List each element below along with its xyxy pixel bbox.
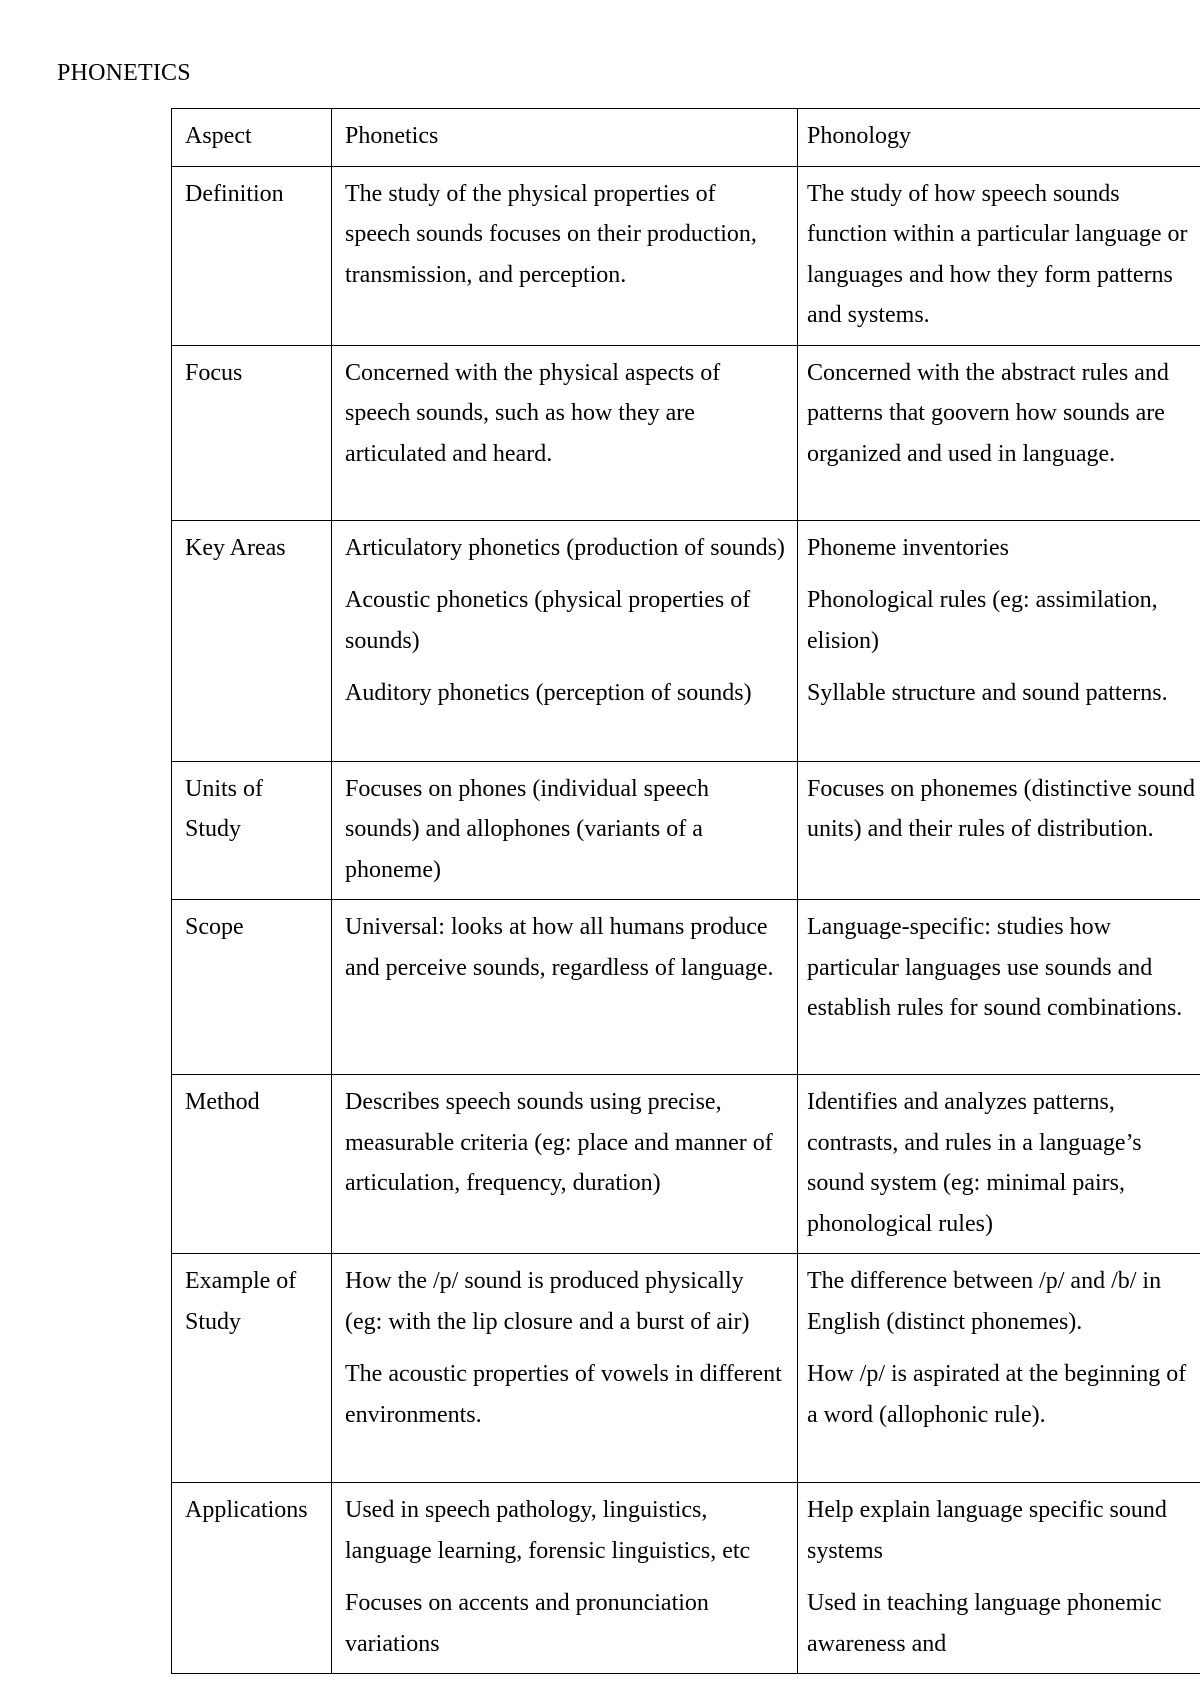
phonology-cell (798, 1075, 1200, 1254)
phonetics-cell (332, 520, 798, 761)
cell-paragraph: Articulatory phonetics (production of sounds) (345, 534, 785, 561)
cell-paragraph: Concerned with the physical aspects of speech sounds, such as how they are articulated and heard. (345, 359, 721, 467)
cell-paragraph: How the /p/ sound is produced physically (eg: with the lip closure and a burst of air) (345, 1268, 750, 1335)
aspect-cell: Example of Study (172, 1254, 332, 1483)
header-aspect: Aspect (172, 109, 332, 167)
aspect-cell: Method (172, 1075, 332, 1254)
cell-paragraph: How /p/ is aspirated at the beginning of a word (allophonic rule). (807, 1361, 1187, 1428)
phonetics-cell (332, 900, 798, 1075)
cell-paragraph: Describes speech sounds using precise, measurable criteria (eg: place and manner of articulation, frequency, duration) (345, 1089, 773, 1196)
phonetics-cell (332, 1075, 798, 1254)
cell-paragraph: Focuses on phonemes (distinctive sound units) and their rules of distribution. (807, 775, 1195, 842)
cell-paragraph: Help explain language specific sound systems (807, 1497, 1167, 1564)
table-row-applications (172, 1483, 1200, 1674)
cell-paragraph: The study of the physical properties of speech sounds focuses on their production, transmission, and perception. (345, 180, 757, 288)
cell-paragraph: Universal: looks at how all humans produce and perceive sounds, regardless of language. (345, 914, 774, 981)
aspect-cell: Focus (172, 345, 332, 520)
cell-paragraph: Used in teaching language phonemic awareness and (807, 1590, 1162, 1657)
aspect-cell: Key Areas (172, 520, 332, 761)
phonetics-cell (332, 761, 798, 900)
cell-paragraph: Auditory phonetics (perception of sounds) (345, 680, 752, 706)
comparison-table (171, 108, 1200, 1674)
phonology-cell (798, 345, 1200, 520)
cell-paragraph: Concerned with the abstract rules and patterns that goovern how sounds are organized and used in language. (807, 359, 1169, 467)
cell-paragraph: Used in speech pathology, linguistics, language learning, forensic linguistics, etc (345, 1497, 751, 1564)
cell-paragraph: The study of how speech sounds function within a particular language or languages and how they form patterns and systems. (807, 180, 1188, 328)
cell-paragraph: Phonological rules (eg: assimilation, elision) (807, 587, 1158, 654)
phonetics-cell (332, 1483, 798, 1674)
header-phonology: Phonology (798, 109, 1200, 167)
cell-paragraph: Identifies and analyzes patterns, contrasts, and rules in a language’s sound system (eg: minimal pairs, phonological rules) (807, 1089, 1142, 1237)
aspect-cell: Definition (172, 166, 332, 345)
phonology-cell (798, 900, 1200, 1075)
phonology-cell (798, 1483, 1200, 1674)
phonology-cell (798, 520, 1200, 761)
table-row-units-of-study (172, 761, 1200, 900)
table-row-key-areas (172, 520, 1200, 761)
cell-paragraph: The difference between /p/ and /b/ in English (distinct phonemes). (807, 1268, 1162, 1335)
aspect-cell: Units of Study (172, 761, 332, 900)
table-row-focus (172, 345, 1200, 520)
aspect-cell: Applications (172, 1483, 332, 1674)
phonology-cell (798, 1254, 1200, 1483)
cell-paragraph: Focuses on phones (individual speech sounds) and allophones (variants of a phoneme) (345, 775, 709, 883)
table-row-definition (172, 166, 1200, 345)
table-row-example-of-study (172, 1254, 1200, 1483)
cell-paragraph: Syllable structure and sound patterns. (807, 680, 1168, 706)
cell-paragraph: Phoneme inventories (807, 534, 1009, 561)
cell-paragraph: Focuses on accents and pronunciation variations (345, 1590, 709, 1657)
table-header-row (172, 109, 1200, 167)
cell-paragraph: The acoustic properties of vowels in different environments. (345, 1361, 782, 1428)
cell-paragraph: Language-specific: studies how particular languages use sounds and establish rules for sound combinations. (807, 914, 1183, 1021)
page-title: PHONETICS (57, 60, 191, 86)
cell-paragraph: Acoustic phonetics (physical properties of sounds) (345, 587, 751, 654)
phonology-cell (798, 761, 1200, 900)
aspect-cell: Scope (172, 900, 332, 1075)
table-row-scope (172, 900, 1200, 1075)
phonetics-cell (332, 345, 798, 520)
table-row-method (172, 1075, 1200, 1254)
phonetics-cell (332, 1254, 798, 1483)
phonology-cell (798, 166, 1200, 345)
phonetics-cell (332, 166, 798, 345)
header-phonetics: Phonetics (332, 109, 798, 167)
